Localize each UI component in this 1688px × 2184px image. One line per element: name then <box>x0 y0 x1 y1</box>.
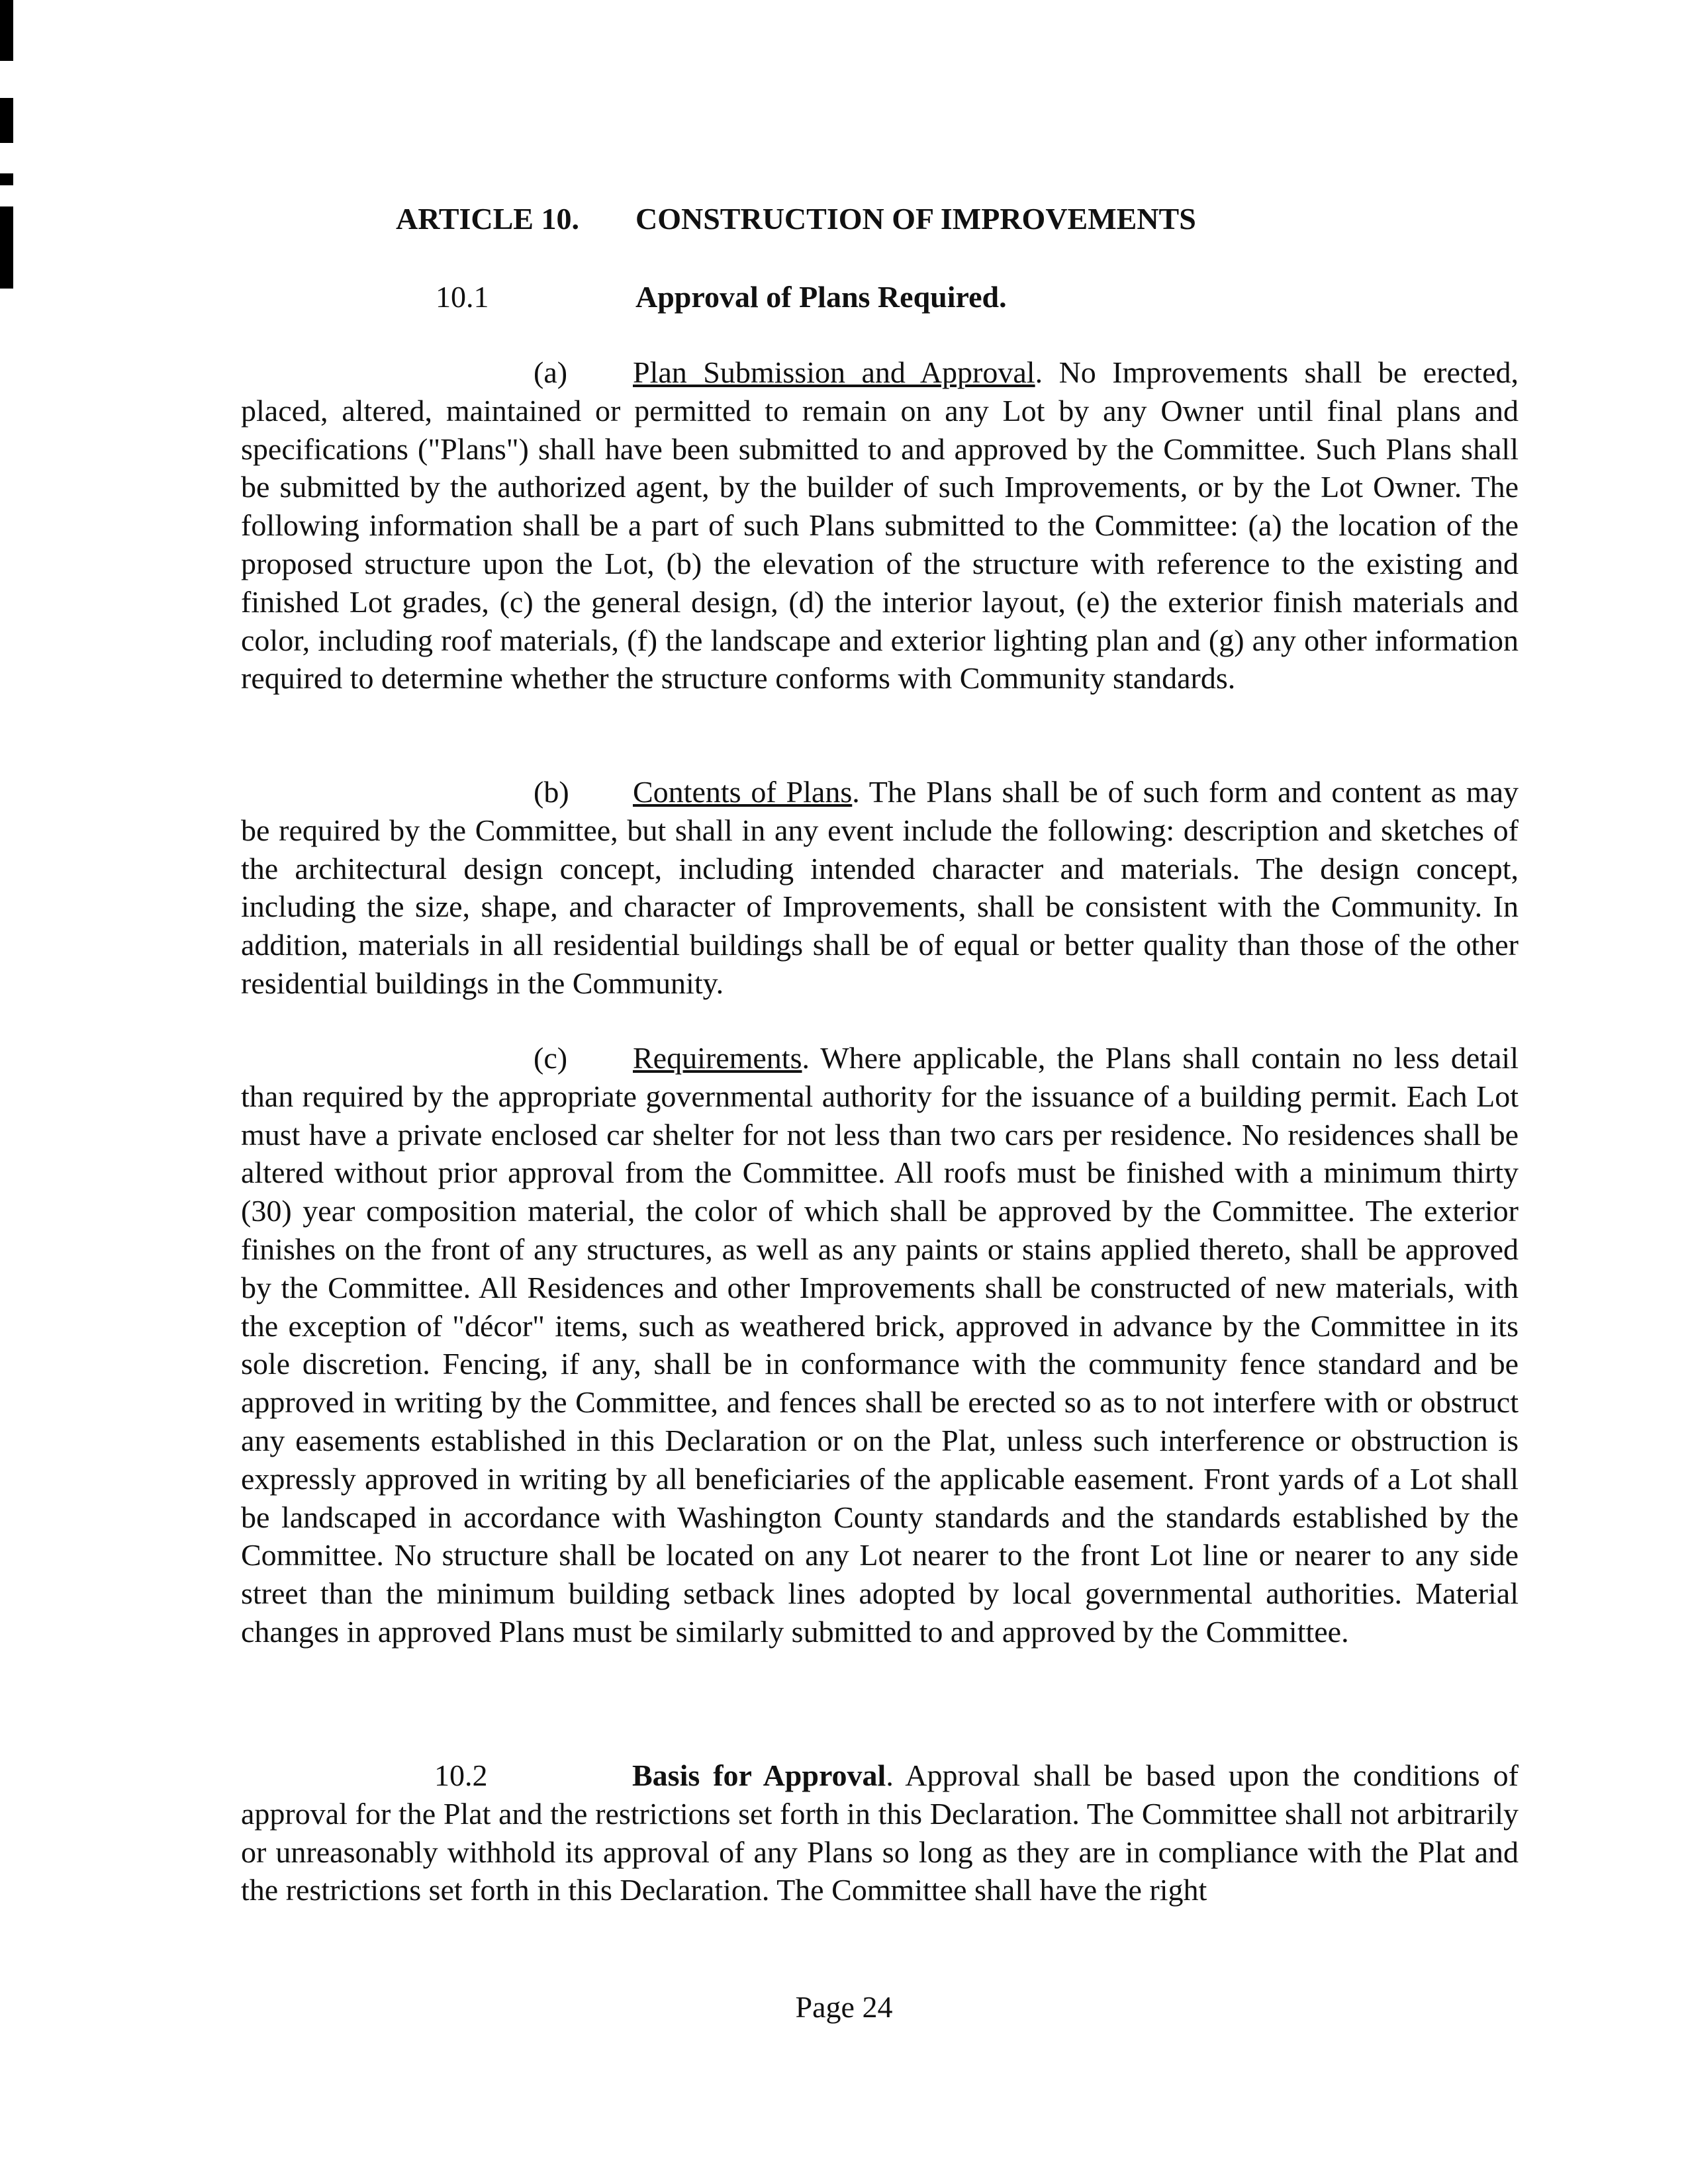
section-10-2-text: . Approval shall be based upon the conditions of approval for the Plat and the restrictions set forth in this Declaration. The Committee shall not arbitrarily or unreasonably withhold its approval of any Plans so long as they are in compliance with the Plat and the restrictions set forth in this Declaration. The Committee shall have the right <box>241 1758 1519 1907</box>
section-10-2-title: Basis for Approval <box>632 1758 886 1792</box>
page-number: Page 24 <box>795 1990 893 2024</box>
paragraph-a-text: . No Improvements shall be erected, placed, altered, maintained or permitted to remain on any Lot by any Owner until final plans and specifications ("Plans") shall have been submitted to and approved by the Committee. Such Plans shall be submitted by the authorized agent, by the builder of such Improvements, or by the Lot Owner. The following information shall be a part of such Plans submitted to the Committee: (a) the location of the proposed structure upon the Lot, (b) the elevation of the structure with reference to the existing and finished Lot grades, (c) the general design, (d) the interior layout, (e) the exterior finish materials and color, including roof materials, (f) the landscape and exterior lighting plan and (g) any other information required to determine whether the structure conforms with Community standards. <box>241 355 1519 696</box>
paragraph-c-marker: (c) <box>534 1041 568 1075</box>
article-number: ARTICLE 10. <box>396 202 579 236</box>
scan-mark-lower <box>0 173 13 185</box>
paragraph-a <box>241 353 1519 698</box>
scan-mark-middle <box>0 98 13 143</box>
paragraph-c-text: . Where applicable, the Plans shall contain no less detail than required by the appropriate governmental authority for the issuance of a building permit. Each Lot must have a private enclosed car shelter for not less than two cars per residence. No residences shall be altered without prior approval from the Committee. All roofs must be finished with a minimum thirty (30) year composition material, the color of which shall be approved by the Committee. The exterior finishes on the front of any structures, as well as any paints or stains applied thereto, shall be approved by the Committee. All Residences and other Improvements shall be constructed of new materials, with the exception of "décor" items, such as weathered brick, approved in advance by the Committee in its sole discretion. Fencing, if any, shall be in conformance with the community fence standard and be approved in writing by the Committee, and fences shall be erected so as to not interfere with or obstruct any easements established in this Declaration or on the Plat, unless such interference or obstruction is expressly approved in writing by all beneficiaries of the applicable easement. Front yards of a Lot shall be landscaped in accordance with Washington County standards and the standards established by the Committee. No structure shall be located on any Lot nearer to the front Lot line or nearer to any side street than the minimum building setback lines adopted by local governmental authorities. Material changes in approved Plans must be similarly submitted to and approved by the Committee. <box>241 1041 1519 1649</box>
scan-mark-top <box>0 0 13 61</box>
paragraph-b-marker: (b) <box>534 775 569 809</box>
section-10-2-number: 10.2 <box>434 1758 488 1792</box>
article-title: CONSTRUCTION OF IMPROVEMENTS <box>635 202 1196 236</box>
paragraph-b <box>241 773 1519 1003</box>
paragraph-c-heading: Requirements <box>633 1041 802 1075</box>
paragraph-b-text: . The Plans shall be of such form and content as may be required by the Committee, but shall in any event include the following: description and sketches of the architectural design concept, including intended character and materials. The design concept, including the size, shape, and character of Improvements, shall be consistent with the Community. In addition, materials in all residential buildings shall be of equal or better quality than those of the other residential buildings in the Community. <box>241 775 1519 1000</box>
scan-mark-bottom <box>0 206 13 289</box>
paragraph-b-heading: Contents of Plans <box>633 775 853 809</box>
section-10-1-number: 10.1 <box>436 280 489 314</box>
paragraph-a-heading: Plan Submission and Approval <box>633 355 1035 389</box>
paragraph-a-marker: (a) <box>534 355 568 389</box>
section-10-2 <box>241 1756 1519 1909</box>
paragraph-c <box>241 1039 1519 1651</box>
section-10-1-title: Approval of Plans Required. <box>635 280 1007 314</box>
